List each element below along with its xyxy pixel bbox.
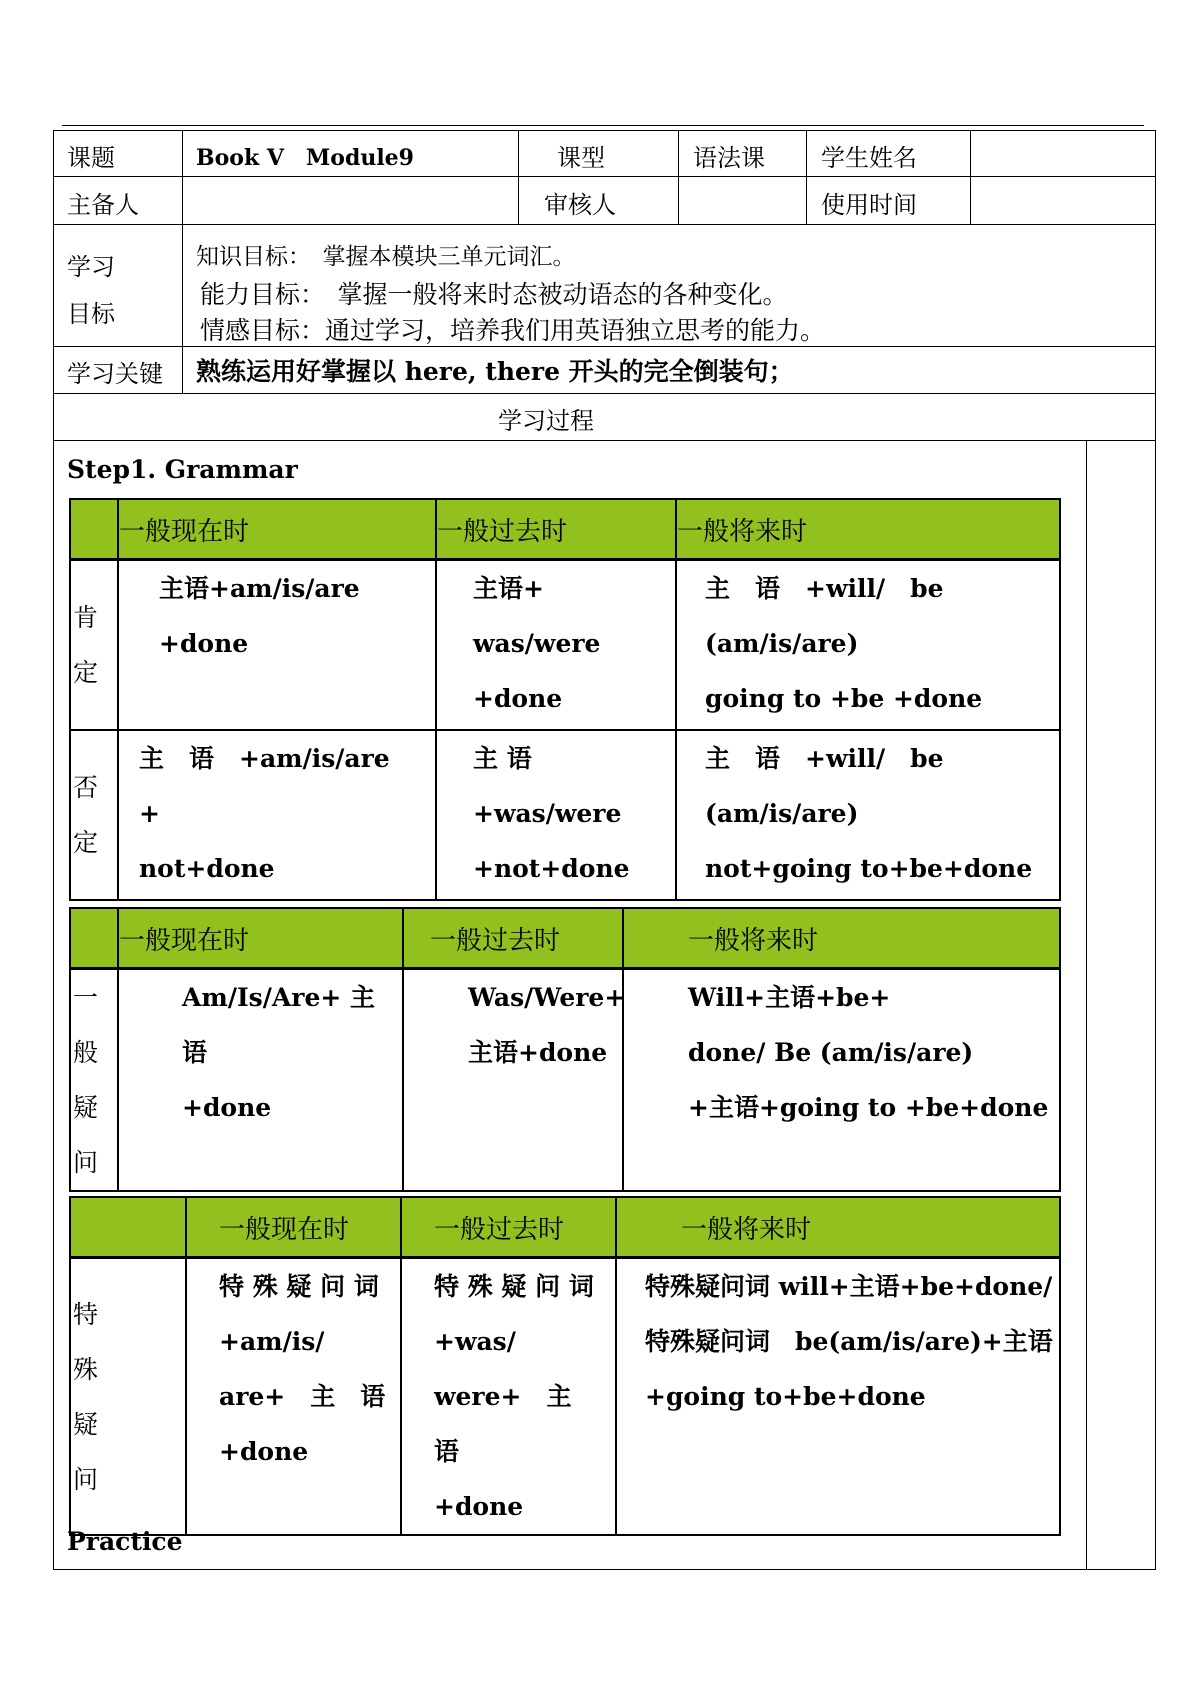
row-label-affirmative bbox=[70, 560, 118, 730]
cell-line: Am/Is/Are+ 主 语 bbox=[182, 983, 376, 1067]
top-rule bbox=[62, 125, 1144, 126]
col-divider bbox=[678, 130, 679, 224]
cell-present-negative bbox=[118, 730, 436, 900]
cell-present-affirmative bbox=[118, 560, 436, 730]
step1-title: Step1. Grammar bbox=[67, 455, 298, 484]
table-row bbox=[70, 730, 1060, 900]
header-past: 一般过去时 bbox=[401, 1197, 616, 1258]
cell-past-negative bbox=[436, 730, 676, 900]
cell-line: Was/Were+ bbox=[468, 983, 626, 1012]
cell-line: 特 殊 疑 问 词 bbox=[219, 1272, 379, 1301]
knowledge-goal: 知识目标： 掌握本模块三单元词汇。 bbox=[196, 244, 576, 270]
header-present: 一般现在时 bbox=[186, 1197, 401, 1258]
side-char: 否 bbox=[73, 772, 99, 802]
goals-label-line1: 学习 bbox=[67, 253, 115, 281]
cell-line: 特殊疑问词 will+主语+be+done/ bbox=[645, 1272, 1053, 1301]
side-char: 疑 bbox=[73, 1093, 99, 1122]
col-divider bbox=[518, 130, 519, 224]
student-name-label: 学生姓名 bbox=[821, 144, 917, 172]
col-divider bbox=[970, 130, 971, 224]
cell-line: +done bbox=[434, 1492, 524, 1521]
header-past: 一般过去时 bbox=[436, 499, 676, 560]
side-char: 一 bbox=[73, 983, 99, 1012]
cell-line: Will+主语+be+ bbox=[688, 983, 891, 1012]
key-value: 熟练运用好掌握以 here, there 开头的完全倒装句； bbox=[196, 357, 794, 386]
header-corner bbox=[70, 908, 118, 969]
cell-future-question bbox=[623, 969, 1060, 1192]
preparer-label: 主备人 bbox=[67, 191, 139, 219]
goals-label-line2: 目标 bbox=[67, 300, 115, 328]
table-row bbox=[70, 969, 1060, 1192]
cell-past-special bbox=[401, 1258, 616, 1536]
practice-title: Practice bbox=[67, 1527, 183, 1556]
cell-line: 特殊疑问词 be(am/is/are)+主语 bbox=[645, 1327, 1053, 1356]
usage-time-label: 使用时间 bbox=[821, 191, 917, 219]
cell-line: going to +be +done bbox=[705, 684, 983, 713]
cell-line: 特 殊 疑 问 词 bbox=[434, 1272, 594, 1301]
row-divider bbox=[53, 393, 1156, 394]
cell-line: 主 语 +am/is/are + bbox=[139, 743, 415, 828]
cell-line: are+ 主 语 bbox=[219, 1382, 386, 1411]
cell-past-affirmative bbox=[436, 560, 676, 730]
cell-line: 主语+ was/were bbox=[473, 574, 601, 658]
cell-line: 主语+am/is/are +done bbox=[159, 574, 360, 658]
cell-line: not+going to+be+done bbox=[705, 853, 1033, 883]
cell-line: 主 语 +will/ be (am/is/are) bbox=[705, 574, 969, 658]
row-divider bbox=[53, 440, 1156, 441]
grammar-table-affirm-negative bbox=[69, 498, 1061, 901]
emotion-goal: 情感目标：通过学习，培养我们用英语独立思考的能力。 bbox=[200, 316, 826, 345]
header-future: 一般将来时 bbox=[623, 908, 1060, 969]
cell-line: +was/ bbox=[434, 1327, 516, 1356]
header-past: 一般过去时 bbox=[403, 908, 623, 969]
side-char: 定 bbox=[73, 657, 99, 687]
cell-past-question bbox=[403, 969, 626, 1192]
table-header-row bbox=[70, 908, 1060, 969]
col-divider bbox=[1086, 440, 1087, 1570]
side-char: 问 bbox=[73, 1148, 99, 1177]
header-future: 一般将来时 bbox=[676, 499, 1060, 560]
side-char: 般 bbox=[73, 1038, 99, 1067]
cell-future-special bbox=[616, 1258, 1060, 1536]
type-label: 课型 bbox=[557, 144, 605, 172]
key-label: 学习关键 bbox=[67, 360, 163, 388]
header-corner bbox=[70, 499, 118, 560]
ability-goal: 能力目标： 掌握一般将来时态被动语态的各种变化。 bbox=[200, 280, 788, 309]
row-divider bbox=[53, 176, 1156, 177]
col-divider bbox=[806, 130, 807, 224]
type-value: 语法课 bbox=[693, 144, 765, 172]
cell-line: done/ Be (am/is/are) bbox=[688, 1038, 974, 1067]
topic-value: Book V Module9 bbox=[196, 145, 414, 171]
topic-label: 课题 bbox=[67, 144, 115, 172]
cell-line: +done bbox=[182, 1093, 272, 1122]
side-char: 殊 bbox=[73, 1354, 99, 1384]
row-divider bbox=[53, 224, 1156, 225]
header-future: 一般将来时 bbox=[616, 1197, 1060, 1258]
cell-line: 主 语 +was/were bbox=[473, 743, 622, 828]
col-divider bbox=[182, 130, 183, 393]
table-row bbox=[70, 1258, 1060, 1536]
header-present: 一般现在时 bbox=[118, 908, 403, 969]
side-char: 问 bbox=[73, 1464, 99, 1494]
cell-line: +going to+be+done bbox=[645, 1382, 926, 1411]
cell-present-question bbox=[118, 969, 403, 1192]
grammar-table-special-question bbox=[69, 1196, 1061, 1536]
process-title: 学习过程 bbox=[498, 407, 594, 435]
cell-present-special bbox=[186, 1258, 401, 1536]
cell-line: not+done bbox=[139, 853, 275, 883]
table-row bbox=[70, 560, 1060, 730]
cell-future-negative bbox=[676, 730, 1060, 900]
side-char: 定 bbox=[73, 827, 99, 857]
cell-line: +done bbox=[473, 684, 563, 713]
cell-line: +主语+going to +be+done bbox=[688, 1093, 1049, 1122]
cell-line: +am/is/ bbox=[219, 1327, 325, 1356]
cell-line: were+ 主 语 bbox=[434, 1382, 597, 1466]
cell-line: +not+done bbox=[473, 853, 630, 883]
cell-line: 主语+done bbox=[468, 1038, 608, 1067]
table-header-row bbox=[70, 1197, 1060, 1258]
cell-line: +done bbox=[219, 1437, 309, 1466]
side-char: 特 bbox=[73, 1299, 99, 1329]
side-char: 肯 bbox=[73, 602, 99, 632]
row-label-negative bbox=[70, 730, 118, 900]
reviewer-label: 审核人 bbox=[544, 191, 616, 219]
grammar-table-general-question bbox=[69, 907, 1061, 1192]
header-present: 一般现在时 bbox=[118, 499, 436, 560]
header-corner bbox=[70, 1197, 186, 1258]
table-header-row bbox=[70, 499, 1060, 560]
cell-future-affirmative bbox=[676, 560, 1060, 730]
cell-line: 主 语 +will/ be (am/is/are) bbox=[705, 743, 969, 828]
side-char: 疑 bbox=[73, 1409, 99, 1439]
row-label-special-question bbox=[70, 1258, 186, 1536]
row-label-general-question bbox=[70, 969, 118, 1192]
